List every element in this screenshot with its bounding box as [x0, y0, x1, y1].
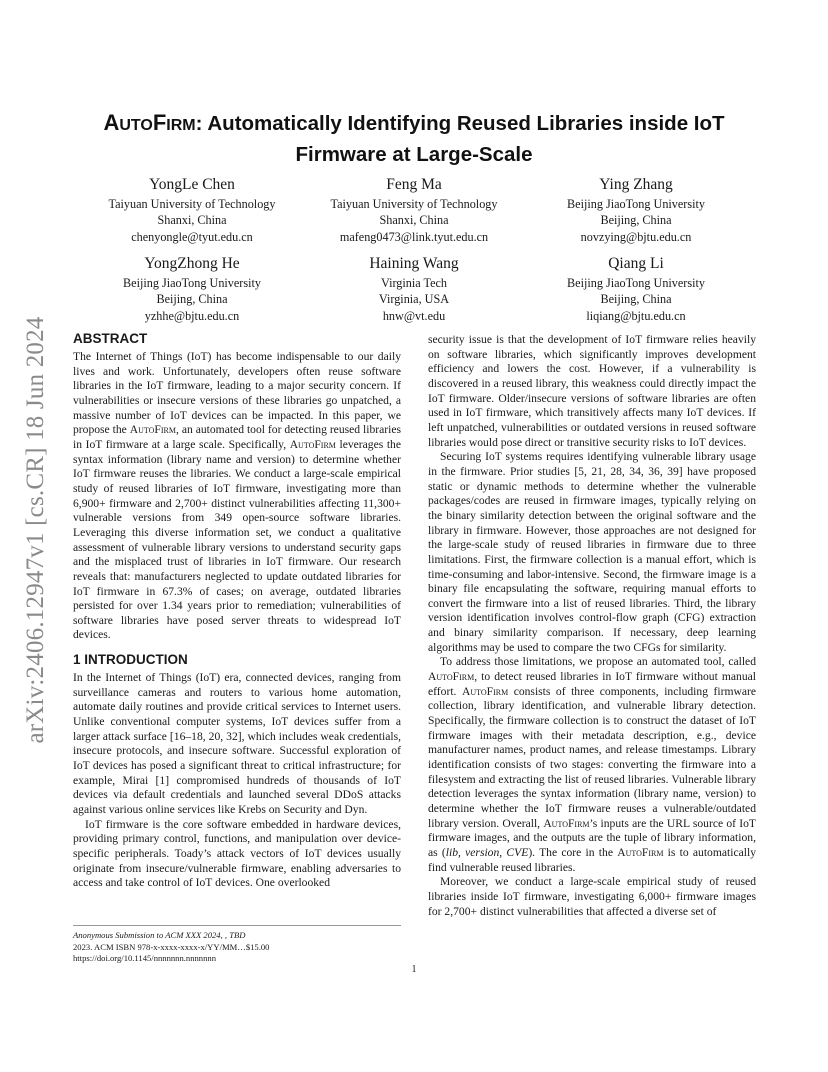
author-affiliation: Taiyuan University of Technology: [108, 197, 276, 211]
author-name: Haining Wang: [369, 255, 459, 272]
author-location: Beijing, China: [600, 292, 672, 307]
author-affiliation: Beijing JiaoTong University: [567, 197, 705, 211]
title-tool-d: IRM: [166, 117, 196, 134]
tuple-text: lib, version, CVE: [445, 845, 529, 859]
author-name: Qiang Li: [608, 255, 664, 272]
footnote-doi: https://doi.org/10.1145/nnnnnnn.nnnnnnn: [73, 953, 216, 963]
footnote-line: 2023. ACM ISBN 978-x-xxxx-xxxx-x/YY/MM…$15.00: [73, 941, 270, 952]
author-email: novzying@bjtu.edu.cn: [580, 229, 692, 244]
author-email: hnw@vt.edu: [382, 308, 446, 323]
abstract-heading: ABSTRACT: [73, 331, 148, 346]
text-run: , to detect reused libraries in IoT firmware without manual effort.: [428, 670, 756, 698]
author-affiliation: Taiyuan University of Technology: [330, 197, 498, 211]
author-email: liqiang@bjtu.edu.cn: [586, 308, 686, 323]
footnote-line: Anonymous Submission to ACM XXX 2024, , TBD: [73, 930, 246, 940]
intro-paragraph: In the Internet of Things (IoT) era, connected devices, ranging from surveillance cameras and routers to various home automation, automate daily routines and provide critical services to Internet users. Unlike conventional computer systems, IoT devices suffer from a larger attack surface [16–18, 20, 32], which includes weak credentials, insecure protocols, and insecure software. Successful exploration of IoT devices has posed a significant threat to critical infrastructure; for example, Mirai [1] compromised hundreds of thousands of IoT devices via default credentials and launched several DDoS attacks against various online services like Krebs on Security and Dyn.: [73, 671, 401, 817]
abstract-text-1: The Internet of Things (IoT) has become indispensable to our daily lives and work. Unfortunately, developers often reuse software libraries in the IoT firmware, leading to a major security concern. If vulnerabilities or insecure versions of these libraries go unpatched, a massive number of IoT devices can be impacted. In this paper, we propose the: [73, 350, 401, 437]
author-block: [516, 254, 756, 324]
arxiv-stamp: [16, 290, 56, 770]
author-location: Beijing, China: [156, 292, 228, 307]
author-name: YongZhong He: [144, 255, 240, 272]
author-name: Ying Zhang: [599, 176, 673, 193]
author-location: Shanxi, China: [379, 213, 449, 228]
tool-name: AutoFirm: [543, 816, 590, 830]
text-run: ’s inputs are the URL source of IoT firmware images, and the outputs are the tuple of library information, as (: [428, 816, 756, 859]
author-location: Shanxi, China: [157, 213, 227, 228]
title-line-1-rest: : Automatically Identifying Reused Libraries inside IoT: [195, 112, 725, 135]
tool-name: AutoFirm: [461, 684, 509, 698]
arxiv-stamp-text: arXiv:2406.12947v1 [cs.CR] 18 Jun 2024: [22, 316, 49, 744]
text-run: consists of three components, including firmware collection, library identification, and vulnerable library detection. Specifically, the firmware collection is to construct the dataset of IoT firmware images with their metadata description, e.g., device manufacturer names, product names, and release timestamps. Library identification consists of two stages: converting the firmware into a filesystem and extracting the list of reused libraries. Vulnerable library detection leverages the syntax information (library name, version) to determine whether the IoT firmware reuses a vulnerable/outdated library version. Overall,: [428, 684, 756, 830]
author-email: yzhhe@bjtu.edu.cn: [144, 308, 240, 323]
footnote: [73, 925, 401, 965]
intro-paragraph: [428, 655, 756, 875]
intro-paragraph: Securing IoT systems requires identifying vulnerable library usage in the firmware. Prior studies [5, 21, 28, 34, 36, 39] have proposed static or dynamic methods to determine whether the vulnerable packages/codes are reused in firmware images, typically relying on the binary similarity detection between the original software and the library in firmware. However, those approaches are not designed for the large-scale study of reused libraries in firmware due to three limitations. First, the firmware collection is a manual effort, which is time-consuming and labor-intensive. Second, the firmware image is a binary file encapsulating the software, requiring manual efforts to convert the firmware into a list of reused libraries. Third, the library version identification involves control-flow graph (CFG) extraction and binary similarity comparison. If necessary, deep learning algorithms may be used to compare the two CFGs for similarity.: [428, 450, 756, 654]
author-affiliation: Beijing JiaoTong University: [567, 276, 705, 290]
author-location: Virginia, USA: [378, 292, 450, 307]
author-name: Feng Ma: [386, 176, 442, 193]
text-run: To address those limitations, we propose an automated tool, called: [440, 655, 756, 669]
text-run: is to automatically find vulnerable reused libraries.: [428, 845, 756, 874]
paper-title: [70, 108, 758, 169]
abstract-text-3: leverages the syntax information (library name and version) to determine whether IoT firmware reuses the libraries. We conduct a large-scale empirical study of reused libraries of IoT firmware, investigating more than 6,900+ firmware and 2,700+ distinct vulnerabilities affecting 11,300+ vulnerable versions from 349 open-source software libraries. Leveraging this diverse information set, we conduct a qualitative assessment of vulnerable library versions to understand security gaps and the misplaced trust of libraries in IoT firmware. Our research reveals that: manufacturers neglected to update outdated libraries for IoT firmware in 67.3% of cases; on average, outdated libraries persisted for over 1.34 years prior to remediation; vulnerabilities of software libraries have posed server threats to widespread IoT devices.: [73, 437, 402, 642]
title-line-1: [70, 108, 758, 140]
title-tool-c: F: [152, 110, 167, 135]
title-tool-b: UTO: [119, 117, 153, 134]
text-run: ). The core in the: [528, 845, 618, 859]
left-column: [73, 330, 401, 891]
intro-heading: 1 INTRODUCTION: [73, 652, 188, 668]
author-block: [294, 175, 534, 245]
author-block: [72, 254, 312, 324]
page-number: 1: [411, 964, 417, 975]
author-block: [516, 175, 756, 245]
author-name: YongLe Chen: [149, 176, 235, 193]
author-block: [72, 175, 312, 245]
author-email: chenyongle@tyut.edu.cn: [131, 229, 253, 244]
author-affiliation: Virginia Tech: [381, 276, 447, 290]
tool-name: AutoFirm: [428, 670, 475, 684]
abstract-paragraph: [73, 350, 401, 643]
intro-paragraph: Moreover, we conduct a large-scale empirical study of reused libraries inside IoT firmware, investigating 6,000+ firmware images for 2,700+ distinct vulnerabilities that affected a diverse set of: [428, 875, 756, 918]
right-column: [428, 333, 756, 919]
intro-paragraph: security issue is that the development of IoT firmware relies heavily on software libraries, which significantly improves development efficiency and lowers the cost. However, if a vulnerability is discovered in a reused library, this weakness could directly impact the IoT firmware. Older/insecure versions of software libraries are often used in IoT firmware, which transitively affects many IoT devices. If left unpatched, vulnerabilities or outdated versions in reused software libraries would pose direct or transitive security risks to IoT devices.: [428, 333, 756, 449]
author-email: mafeng0473@link.tyut.edu.cn: [339, 229, 489, 244]
author-affiliation: Beijing JiaoTong University: [123, 276, 261, 290]
intro-paragraph: IoT firmware is the core software embedded in hardware devices, providing primary control, functions, and manipulation over device-specific peripherals. Toady’s attack vectors of IoT devices usually originate from insecure/vulnerable firmware, enabling adversaries to access and take control of IoT devices. One overlooked: [73, 817, 401, 890]
tool-name: AutoFirm: [289, 437, 336, 451]
title-tool-a: A: [103, 110, 120, 135]
author-block: [294, 254, 534, 324]
title-line-2: Firmware at Large-Scale: [295, 143, 533, 166]
tool-name: AutoFirm: [617, 845, 664, 859]
author-location: Beijing, China: [600, 213, 672, 228]
abstract-text-2: , an automated tool for detecting reused libraries in IoT firmware at a large scale. Specifically,: [73, 423, 401, 451]
tool-name: AutoFirm: [129, 423, 176, 437]
